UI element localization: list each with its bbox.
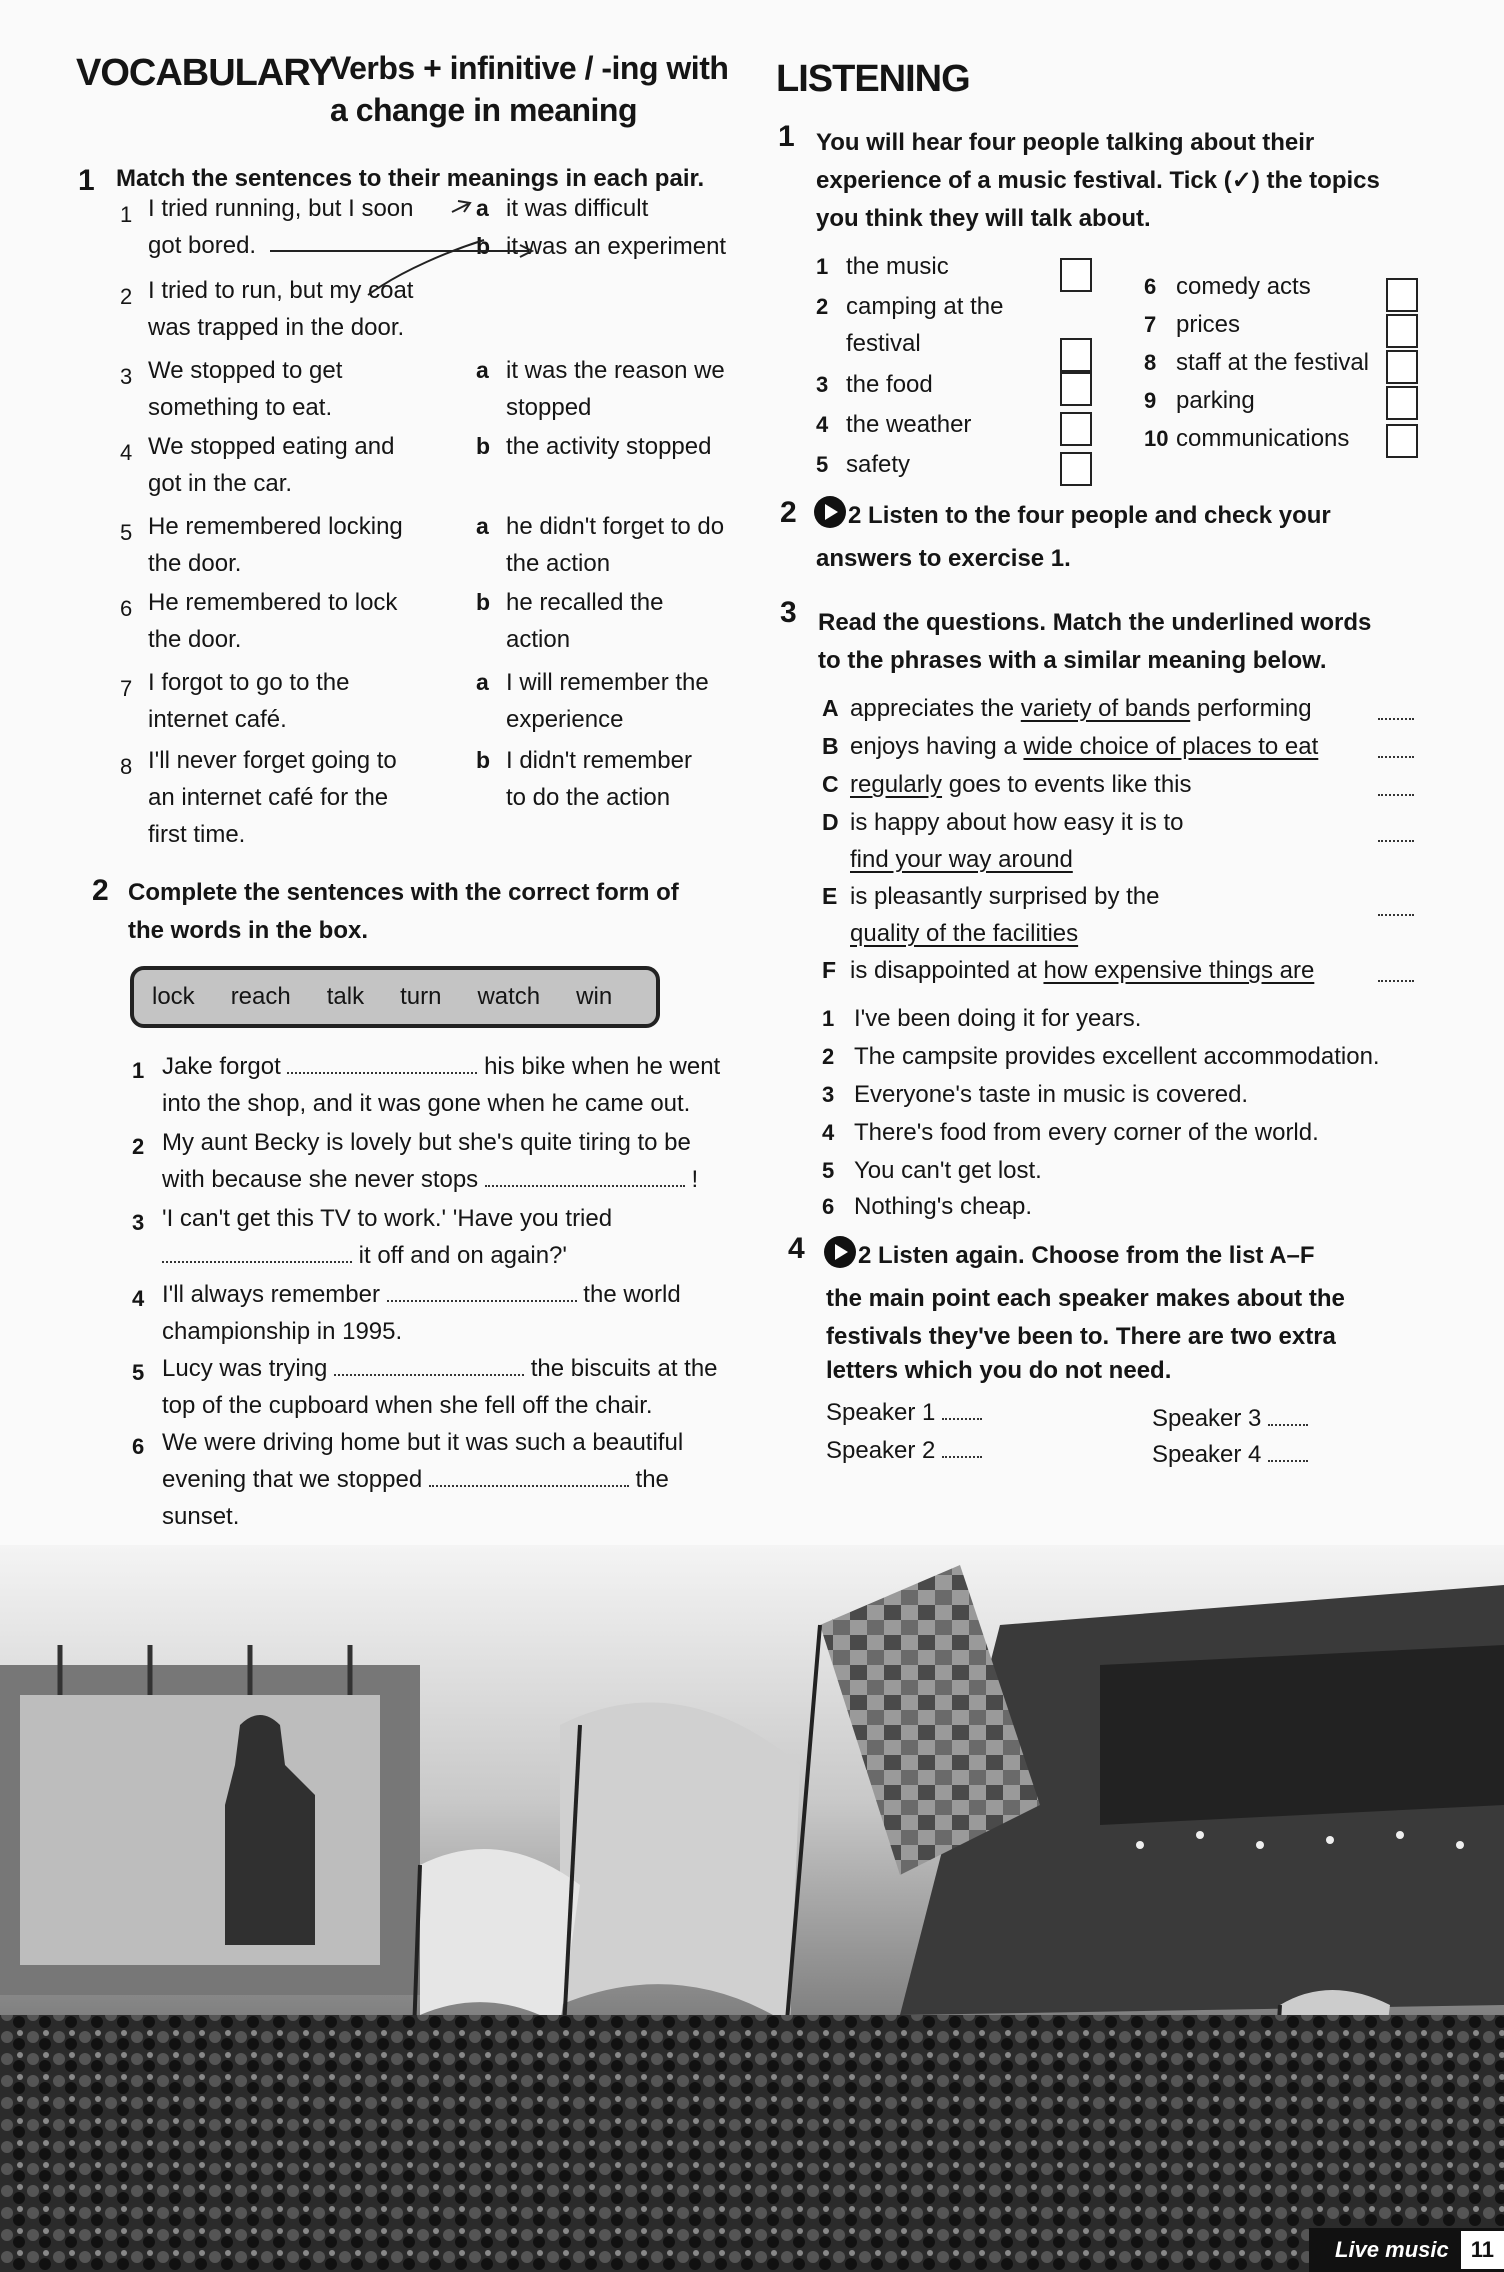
sentence-text: We stopped eating and: [148, 433, 395, 460]
phrase-number: 4: [822, 1120, 835, 1145]
meaning-text: I will remember the: [506, 669, 709, 696]
exercise-instruction-line1: Read the questions. Match the underlined words: [818, 609, 1372, 636]
phrase-text: Everyone's taste in music is covered.: [854, 1081, 1249, 1108]
meaning-letter: a: [476, 195, 489, 221]
speaker-label: Speaker 1: [826, 1399, 936, 1426]
phrase-number: 2: [822, 1044, 835, 1069]
answer-gap[interactable]: [1378, 958, 1414, 982]
topic-number: 7: [1144, 312, 1157, 337]
underlined-phrase: quality of the facilities: [850, 920, 1079, 947]
meaning-letter: a: [476, 669, 489, 695]
item-text: the biscuits at the: [524, 1355, 718, 1382]
exercise-instruction: Match the sentences to their meanings in each pair.: [116, 165, 705, 192]
topic-label: camping at the: [846, 293, 1004, 320]
speaker-label: Speaker 4: [1152, 1441, 1262, 1468]
phrase-number: 6: [822, 1194, 835, 1219]
exercise-number: 3: [780, 596, 797, 629]
sentence-text: He remembered locking: [148, 513, 403, 540]
tick-box[interactable]: [1386, 314, 1418, 348]
topic-number: 10: [1144, 426, 1169, 451]
exercise-instruction-line3: festivals they've been to. There are two extra: [826, 1323, 1336, 1350]
meaning-text: it was an experiment: [506, 233, 727, 260]
phrase-number: 3: [822, 1082, 835, 1107]
meaning-letter: a: [476, 357, 489, 383]
topic-label: the weather: [846, 411, 972, 438]
topic-label: staff at the festival: [1176, 349, 1369, 376]
topic-label: the music: [846, 253, 949, 280]
meaning-letter: a: [476, 513, 489, 539]
topic-label: prices: [1176, 311, 1241, 338]
topic-label: the food: [846, 371, 933, 398]
item-line: [162, 1124, 691, 1161]
question-plain: goes to events like this: [942, 771, 1192, 798]
topic-number: 4: [816, 412, 829, 437]
speaker-answer[interactable]: [1152, 1400, 1308, 1437]
tick-box[interactable]: [1386, 386, 1418, 420]
answer-gap[interactable]: [162, 1239, 352, 1263]
item-text: I'll always remember: [162, 1281, 387, 1308]
item-text: with because she never stops: [162, 1166, 485, 1193]
item-line: sunset.: [162, 1503, 240, 1530]
item-text: top of the cupboard when she fell off the chair.: [162, 1392, 653, 1419]
item-text: the: [628, 1466, 669, 1493]
crowd: [0, 2015, 1504, 2272]
speaker-answer[interactable]: [826, 1432, 982, 1469]
section-title-listening: LISTENING: [776, 58, 970, 100]
tick-box[interactable]: [1060, 258, 1092, 292]
question-plain: enjoys having a: [850, 733, 1024, 760]
meaning-text: the action: [506, 550, 611, 577]
word-box-item: turn: [400, 983, 442, 1010]
meaning-letter: b: [476, 747, 491, 773]
meaning-text: action: [506, 626, 571, 653]
topic-label: safety: [846, 451, 911, 478]
underlined-phrase: regularly: [850, 771, 943, 798]
meaning-letter: b: [476, 233, 491, 259]
item-line: [162, 1200, 612, 1237]
answer-gap[interactable]: [287, 1050, 477, 1074]
item-line: [162, 1276, 681, 1313]
sentence-text: the door.: [148, 550, 242, 577]
item-line: [162, 1461, 669, 1498]
exercise-number: 2: [92, 874, 109, 907]
underlined-phrase: find your way around: [850, 846, 1073, 873]
sentence-text: the door.: [148, 626, 242, 653]
item-text: We were driving home but it was such a beautiful: [162, 1429, 684, 1456]
meaning-letter: b: [476, 589, 491, 615]
question-plain: appreciates the: [850, 695, 1021, 722]
section-subtitle-line2: a change in meaning: [330, 92, 638, 128]
exercise-instruction-line3: you think they will talk about.: [816, 205, 1151, 232]
question-letter: F: [822, 957, 837, 983]
question-letter: E: [822, 883, 838, 909]
item-line: [162, 1237, 567, 1274]
item-line: [162, 1161, 698, 1198]
exercise-number: 4: [788, 1232, 805, 1265]
answer-gap[interactable]: [1378, 772, 1414, 796]
underlined-phrase: how expensive things are: [1043, 957, 1315, 984]
exercise-instruction-line1: Complete the sentences with the correct form of: [128, 879, 679, 906]
waving-flag: [420, 1849, 580, 2025]
sentence-text: I tried to run, but my coat: [148, 277, 414, 304]
tick-box[interactable]: [1386, 278, 1418, 312]
item-text: championship in 1995.: [162, 1318, 403, 1345]
question-text: [850, 878, 1160, 915]
sentence-number: 6: [120, 596, 133, 621]
question-letter: D: [822, 809, 839, 835]
exercise-number: 1: [778, 120, 795, 153]
sentence-text: I forgot to go to the: [148, 669, 350, 696]
item-number: 6: [132, 1434, 145, 1459]
item-text: it off and on again?': [352, 1242, 567, 1269]
waving-flag: [560, 1703, 800, 2026]
item-line: [162, 1424, 683, 1461]
topic-label: communications: [1176, 425, 1350, 452]
item-line: [162, 1048, 720, 1085]
sentence-text: was trapped in the door.: [148, 314, 405, 341]
sentence-number: 4: [120, 440, 133, 465]
audio-play-icon[interactable]: [824, 1236, 856, 1268]
question-plain: performing: [1190, 695, 1312, 722]
meaning-text: he recalled the: [506, 589, 664, 616]
exercise-instruction-line2: to the phrases with a similar meaning below.: [818, 647, 1327, 674]
item-number: 3: [132, 1210, 145, 1235]
tick-box[interactable]: [1386, 424, 1418, 458]
phrase-number: 5: [822, 1158, 835, 1183]
answer-gap[interactable]: [429, 1463, 629, 1487]
sentence-number: 2: [120, 284, 133, 309]
meaning-text: stopped: [506, 394, 592, 421]
topic-label: comedy acts: [1176, 273, 1311, 300]
topic-number: 9: [1144, 388, 1157, 413]
tick-box[interactable]: [1060, 338, 1092, 372]
answer-gap[interactable]: [1378, 734, 1414, 758]
item-line: [162, 1313, 402, 1350]
exercise-instruction-line2: experience of a music festival. Tick (✓) the topics: [816, 167, 1380, 194]
sentence-number: 1: [120, 202, 133, 227]
item-text: Jake forgot: [162, 1053, 288, 1080]
underlined-phrase: wide choice of places to eat: [1023, 733, 1319, 760]
speaker-answer[interactable]: [1152, 1436, 1308, 1473]
item-text: My aunt Becky is lovely but she's quite tiring to be: [162, 1129, 691, 1156]
tick-box[interactable]: [1060, 412, 1092, 446]
exercise-instruction-line1: [824, 1236, 1315, 1274]
exercise-instruction-line2: answers to exercise 1.: [816, 545, 1071, 572]
item-line: [162, 1387, 653, 1424]
sentence-text: I tried running, but I soon: [148, 195, 414, 222]
audio-track-number: 2: [848, 502, 862, 529]
speaker-label: Speaker 3: [1152, 1405, 1262, 1432]
item-text: Lucy was trying: [162, 1355, 335, 1382]
item-number: 2: [132, 1134, 145, 1159]
exercise-instruction-line2: the main point each speaker makes about the: [826, 1285, 1345, 1312]
item-number: 1: [132, 1058, 145, 1083]
word-box-item: watch: [477, 983, 541, 1010]
underlined-phrase: variety of bands: [1020, 695, 1191, 722]
answer-gap[interactable]: [1378, 892, 1414, 916]
item-number: 4: [132, 1286, 145, 1311]
phrase-text: There's food from every corner of the world.: [854, 1119, 1319, 1146]
answer-gap[interactable]: [334, 1352, 524, 1376]
meaning-letter: b: [476, 433, 491, 459]
speaker-answer[interactable]: [826, 1394, 982, 1431]
section-subtitle-line1: Verbs + infinitive / -ing with: [330, 50, 729, 86]
question-text: [850, 766, 1192, 803]
tick-box[interactable]: [1060, 452, 1092, 486]
meaning-text: the activity stopped: [506, 433, 712, 460]
answer-gap[interactable]: [1378, 818, 1414, 842]
instruction-text: Listen to the four people and check your: [868, 502, 1331, 529]
topic-number: 1: [816, 254, 829, 279]
meaning-text: it was the reason we: [506, 357, 725, 384]
page-number: 11: [1461, 2231, 1504, 2269]
sentence-number: 8: [120, 754, 133, 779]
sentence-number: 3: [120, 364, 133, 389]
sentence-text: internet café.: [148, 706, 287, 733]
word-box: [130, 966, 660, 1028]
meaning-text: experience: [506, 706, 624, 733]
topic-label: parking: [1176, 387, 1255, 414]
audio-play-icon[interactable]: [814, 496, 846, 528]
topic-number: 5: [816, 452, 829, 477]
answer-gap[interactable]: [387, 1278, 577, 1302]
item-text: !: [684, 1166, 699, 1193]
meaning-text: it was difficult: [506, 195, 649, 222]
question-letter: C: [822, 771, 839, 797]
video-screen: [20, 1695, 380, 1965]
phrase-text: I've been doing it for years.: [854, 1005, 1142, 1032]
item-text: 'I can't get this TV to work.' 'Have you tried: [162, 1205, 613, 1232]
page-footer: [1309, 2228, 1504, 2272]
speaker-label: Speaker 2: [826, 1437, 936, 1464]
sentence-text: got bored.: [148, 232, 257, 259]
section-title-vocabulary: VOCABULARY: [76, 52, 333, 94]
exercise-instruction-line2: the words in the box.: [128, 917, 369, 944]
item-line: [162, 1350, 718, 1387]
example-match-arrows: [72, 0, 772, 330]
exercise-instruction-line4: letters which you do not need.: [826, 1357, 1172, 1384]
audio-track-number: 2: [858, 1242, 872, 1269]
question-text: [850, 690, 1312, 727]
word-box-item: reach: [230, 983, 291, 1010]
item-number: 5: [132, 1360, 145, 1385]
topic-number: 6: [1144, 274, 1157, 299]
item-text: into the shop, and it was gone when he came out.: [162, 1090, 691, 1117]
item-text: the world: [576, 1281, 681, 1308]
meaning-text: he didn't forget to do: [506, 513, 725, 540]
question-plain: is pleasantly surprised by the: [850, 883, 1160, 910]
tick-box[interactable]: [1060, 372, 1092, 406]
item-text: evening that we stopped: [162, 1466, 429, 1493]
meaning-text: I didn't remember: [506, 747, 692, 774]
sentence-text: an internet café for the: [148, 784, 389, 811]
word-box-item: lock: [152, 983, 195, 1010]
item-text: his bike when he went: [477, 1053, 721, 1080]
sentence-text: something to eat.: [148, 394, 333, 421]
word-box-item: talk: [326, 983, 365, 1010]
word-box-item: win: [576, 983, 613, 1010]
topic-number: 3: [816, 372, 829, 397]
sentence-text: He remembered to lock: [148, 589, 398, 616]
exercise-number: 2: [780, 496, 797, 529]
exercise-instruction-line1: [814, 496, 1331, 534]
topic-number: 8: [1144, 350, 1157, 375]
instruction-text: Listen again. Choose from the list A–F: [878, 1242, 1315, 1269]
exercise-number: 1: [78, 164, 95, 197]
phrase-text: The campsite provides excellent accommodation.: [854, 1043, 1380, 1070]
footer-section-title: Live music: [1335, 2237, 1449, 2262]
question-text: [850, 952, 1314, 989]
item-line: [162, 1085, 690, 1122]
answer-gap[interactable]: [1378, 696, 1414, 720]
sentence-text: first time.: [148, 821, 246, 848]
question-text: [850, 804, 1184, 841]
phrase-text: Nothing's cheap.: [854, 1193, 1033, 1220]
meaning-text: to do the action: [506, 784, 671, 811]
answer-gap[interactable]: [485, 1163, 685, 1187]
topic-number: 2: [816, 294, 829, 319]
sentence-number: 5: [120, 520, 133, 545]
topic-label: festival: [846, 330, 921, 357]
tick-box[interactable]: [1386, 350, 1418, 384]
question-plain: is happy about how easy it is to: [850, 809, 1184, 836]
exercise-instruction-line1: You will hear four people talking about their: [816, 129, 1315, 156]
question-plain: is disappointed at: [850, 957, 1044, 984]
sentence-number: 7: [120, 676, 133, 701]
sentence-text: I'll never forget going to: [148, 747, 397, 774]
phrase-text: You can't get lost.: [854, 1157, 1042, 1184]
festival-crowd-photo: [0, 1545, 1504, 2272]
sentence-text: got in the car.: [148, 470, 293, 497]
sentence-text: We stopped to get: [148, 357, 343, 384]
question-letter: A: [822, 695, 839, 721]
question-letter: B: [822, 733, 839, 759]
question-text: [850, 728, 1318, 765]
phrase-number: 1: [822, 1006, 835, 1031]
